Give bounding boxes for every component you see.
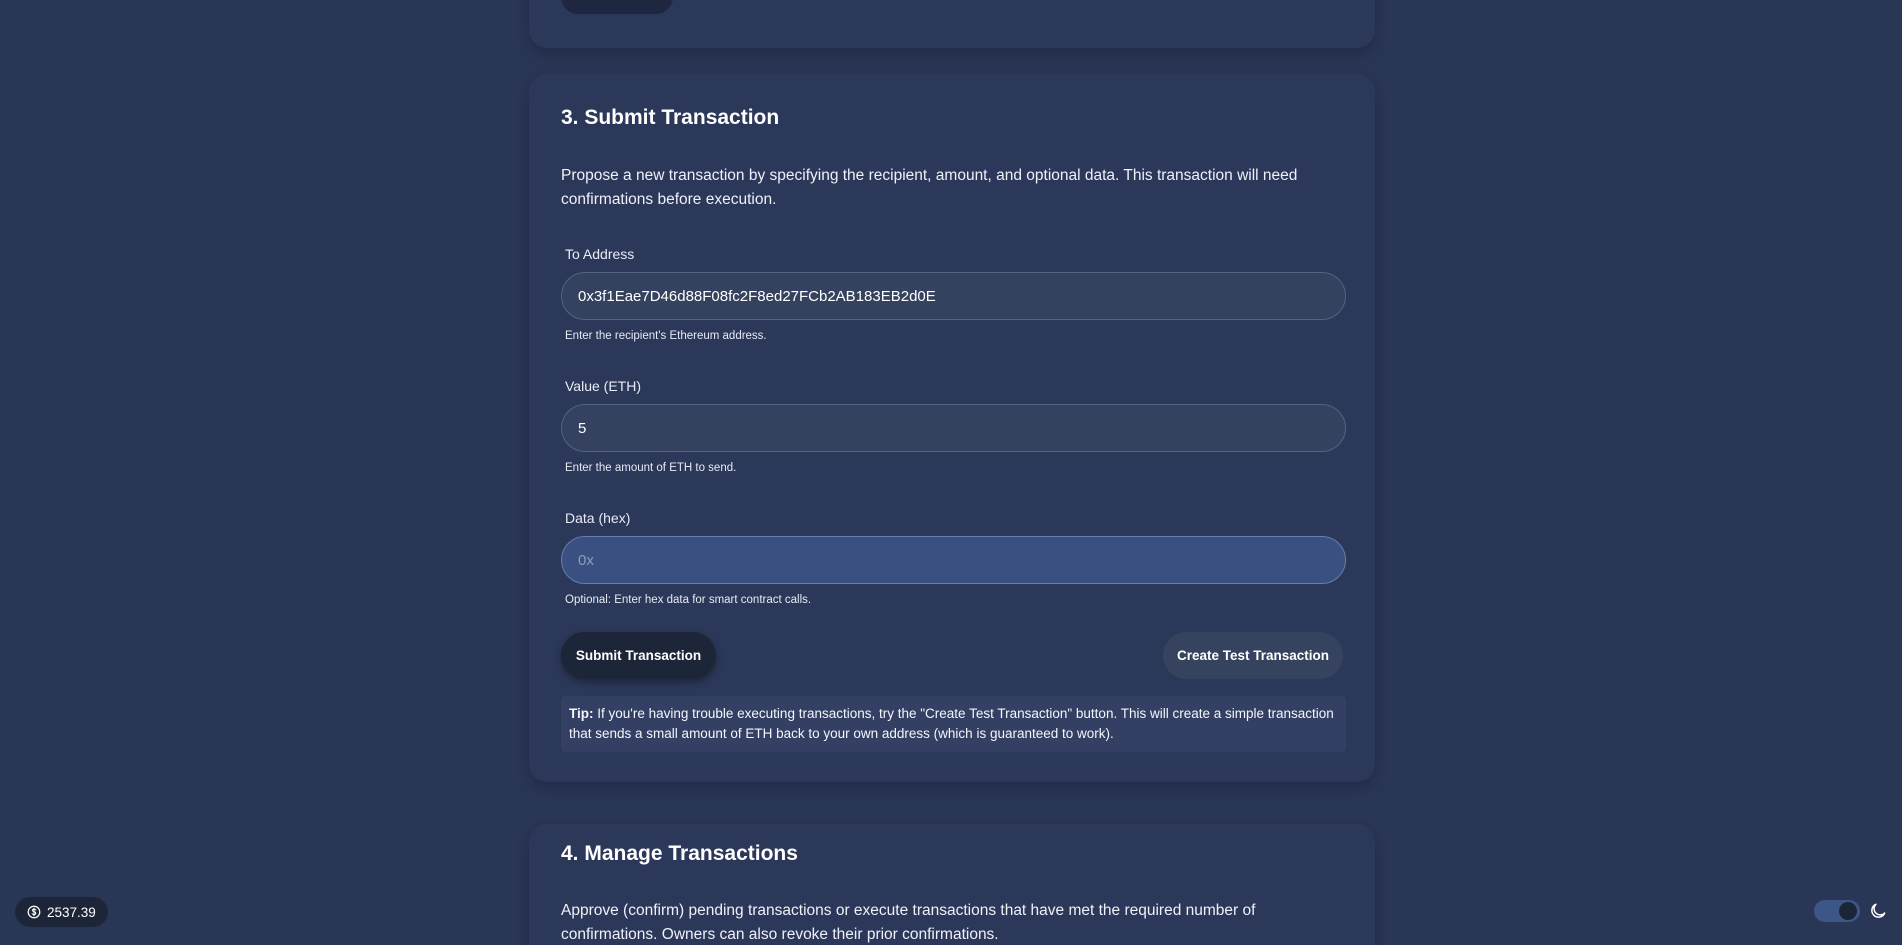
- to-address-hint: Enter the recipient's Ethereum address.: [565, 330, 767, 342]
- previous-section-card: [529, 0, 1375, 48]
- theme-toggle[interactable]: [1814, 900, 1860, 922]
- tip-box: [561, 696, 1346, 752]
- manage-transactions-card: [529, 824, 1375, 945]
- balance-value: 2537.39: [47, 904, 96, 920]
- section-description: Approve (confirm) pending transactions or execute transactions that have met the required number of confirmations. Owners can also revoke their prior confirmations.: [561, 902, 1256, 943]
- section-description: Propose a new transaction by specifying the recipient, amount, and optional data. This transaction will need confirmations before execution.: [561, 167, 1298, 208]
- value-input[interactable]: [561, 404, 1346, 452]
- submit-transaction-button[interactable]: Submit Transaction: [561, 632, 716, 679]
- section-title: 3. Submit Transaction: [561, 106, 780, 129]
- submit-transaction-card: [529, 74, 1375, 782]
- toggle-knob: [1839, 902, 1857, 920]
- tip-label: Tip:: [569, 706, 594, 721]
- to-address-input[interactable]: [561, 272, 1346, 320]
- data-hex-label: Data (hex): [565, 510, 631, 526]
- balance-badge: [15, 897, 108, 927]
- create-test-transaction-button[interactable]: Create Test Transaction: [1163, 632, 1343, 679]
- coin-icon: [27, 905, 41, 919]
- data-hex-hint: Optional: Enter hex data for smart contract calls.: [565, 594, 812, 606]
- section-title: 4. Manage Transactions: [561, 842, 798, 865]
- tip-text: If you're having trouble executing transactions, try the "Create Test Transaction" button. This will create a simple transaction that sends a small amount of ETH back to your own address (which is guaranteed to work).: [569, 706, 1334, 741]
- moon-icon[interactable]: [1868, 901, 1888, 921]
- value-hint: Enter the amount of ETH to send.: [565, 462, 737, 474]
- data-hex-input[interactable]: [561, 536, 1346, 584]
- to-address-label: To Address: [565, 246, 635, 262]
- previous-section-button[interactable]: [561, 0, 673, 14]
- value-label: Value (ETH): [565, 378, 641, 394]
